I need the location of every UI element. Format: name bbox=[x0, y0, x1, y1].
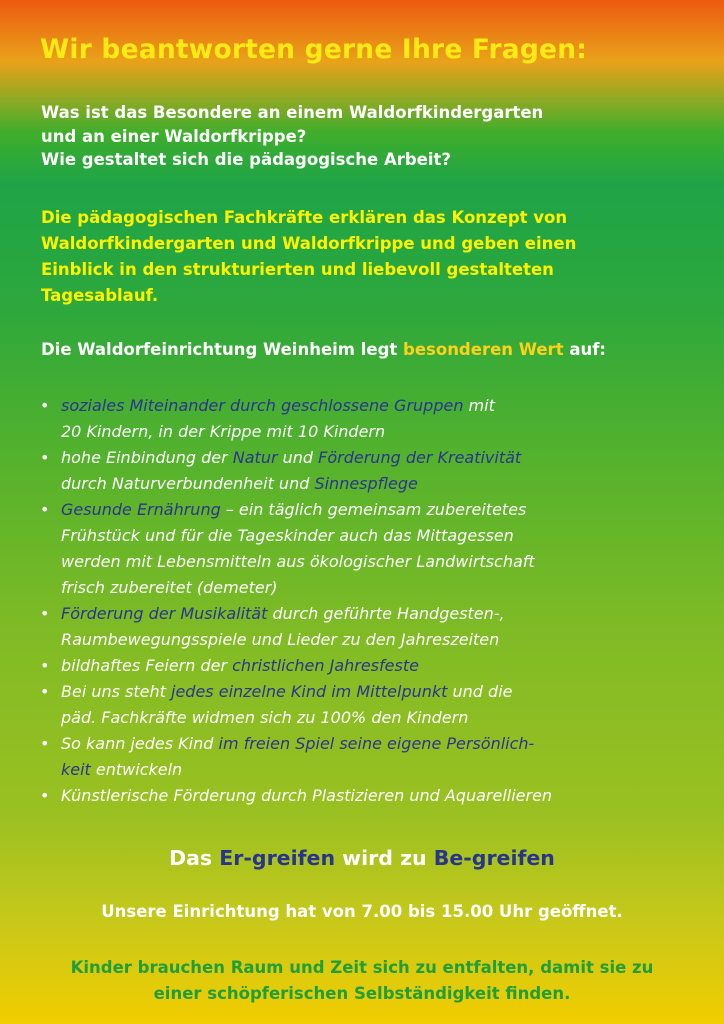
values-lead-text: Die Waldorfeinrichtung Weinheim legt bbox=[41, 340, 404, 359]
item-text: 20 Kindern, in der Krippe mit 10 Kindern bbox=[61, 422, 386, 441]
question-line: und an einer Waldorfkrippe? bbox=[41, 126, 307, 146]
item-text: bildhaftes Feiern der bbox=[61, 656, 233, 675]
motto bbox=[0, 846, 724, 870]
item-text: Bei uns steht bbox=[61, 682, 172, 701]
page-title: Wir beantworten gerne Ihre Fragen: bbox=[40, 34, 588, 65]
item-text: päd. Fachkräfte widmen sich zu 100% den Kindern bbox=[61, 708, 469, 727]
list-item bbox=[40, 653, 720, 679]
item-text: und bbox=[277, 448, 319, 467]
emphasis: soziales Miteinander durch geschlossene Gruppen bbox=[61, 396, 464, 415]
item-text: entwickeln bbox=[90, 760, 183, 779]
motto-emphasis: Er-greifen bbox=[219, 846, 336, 870]
item-text: Raumbewegungsspiele und Lieder zu den Jahreszeiten bbox=[61, 630, 500, 649]
questions-block bbox=[41, 101, 543, 172]
emphasis: Förderung der Kreativität bbox=[318, 448, 522, 467]
intro-line: Waldorfkindergarten und Waldorfkrippe und geben einen bbox=[41, 234, 577, 253]
bullet-icon: • bbox=[40, 448, 50, 467]
item-text: mit bbox=[463, 396, 495, 415]
list-item bbox=[40, 393, 720, 445]
intro-line: Die pädagogischen Fachkräfte erklären das Konzept von bbox=[41, 208, 568, 227]
closing-line: Kinder brauchen Raum und Zeit sich zu entfalten, damit sie zu bbox=[70, 958, 654, 977]
question-line: Was ist das Besondere an einem Waldorfkindergarten bbox=[41, 103, 544, 122]
intro-line: Einblick in den strukturierten und liebevoll gestalteten bbox=[41, 260, 554, 279]
emphasis: christlichen Jahresfeste bbox=[232, 656, 419, 675]
values-list bbox=[40, 393, 720, 809]
bullet-icon: • bbox=[40, 656, 50, 675]
item-text: hohe Einbindung der bbox=[61, 448, 233, 467]
motto-text: Das bbox=[169, 846, 220, 870]
emphasis: jedes einzelne Kind im Mittelpunkt bbox=[171, 682, 448, 701]
item-text: werden mit Lebensmitteln aus ökologischer Landwirtschaft bbox=[61, 552, 535, 571]
bullet-icon: • bbox=[40, 396, 50, 415]
bullet-icon: • bbox=[40, 604, 50, 623]
item-text: durch Naturverbundenheit und bbox=[61, 474, 315, 493]
list-item bbox=[40, 731, 720, 783]
bullet-icon: • bbox=[40, 682, 50, 701]
item-text: Künstlerische Förderung durch Plastizieren und Aquarellieren bbox=[61, 786, 553, 805]
item-text: und die bbox=[447, 682, 513, 701]
emphasis: im freien Spiel seine eigene Persönlich- bbox=[218, 734, 535, 753]
item-text: So kann jedes Kind bbox=[61, 734, 219, 753]
emphasis: Gesunde Ernährung bbox=[61, 500, 221, 519]
list-item bbox=[40, 601, 720, 653]
emphasis: Natur bbox=[232, 448, 278, 467]
item-text: durch geführte Handgesten-, bbox=[267, 604, 505, 623]
values-highlight: besonderen Wert bbox=[403, 340, 564, 359]
question-line: Wie gestaltet sich die pädagogische Arbeit? bbox=[41, 150, 451, 169]
intro-paragraph bbox=[41, 205, 576, 309]
item-text: – ein täglich gemeinsam zubereitetes bbox=[220, 500, 527, 519]
emphasis: Förderung der Musikalität bbox=[61, 604, 268, 623]
motto-emphasis: Be-greifen bbox=[433, 846, 555, 870]
bullet-icon: • bbox=[40, 500, 50, 519]
closing-statement bbox=[0, 955, 724, 1007]
emphasis: keit bbox=[61, 760, 91, 779]
intro-line: Tagesablauf. bbox=[41, 286, 159, 305]
emphasis: Sinnespflege bbox=[314, 474, 418, 493]
list-item bbox=[40, 679, 720, 731]
closing-line: einer schöpferischen Selbständigkeit finden. bbox=[153, 984, 571, 1003]
values-lead-end: auf: bbox=[563, 340, 606, 359]
motto-text: wird zu bbox=[335, 846, 434, 870]
values-lead bbox=[41, 340, 606, 359]
item-text: frisch zubereitet (demeter) bbox=[61, 578, 278, 597]
list-item bbox=[40, 445, 720, 497]
opening-hours: Unsere Einrichtung hat von 7.00 bis 15.00 Uhr geöffnet. bbox=[101, 902, 623, 921]
item-text: Frühstück und für die Tageskinder auch das Mittagessen bbox=[61, 526, 514, 545]
list-item bbox=[40, 497, 720, 601]
bullet-icon: • bbox=[40, 734, 50, 753]
list-item bbox=[40, 783, 720, 809]
bullet-icon: • bbox=[40, 786, 50, 805]
